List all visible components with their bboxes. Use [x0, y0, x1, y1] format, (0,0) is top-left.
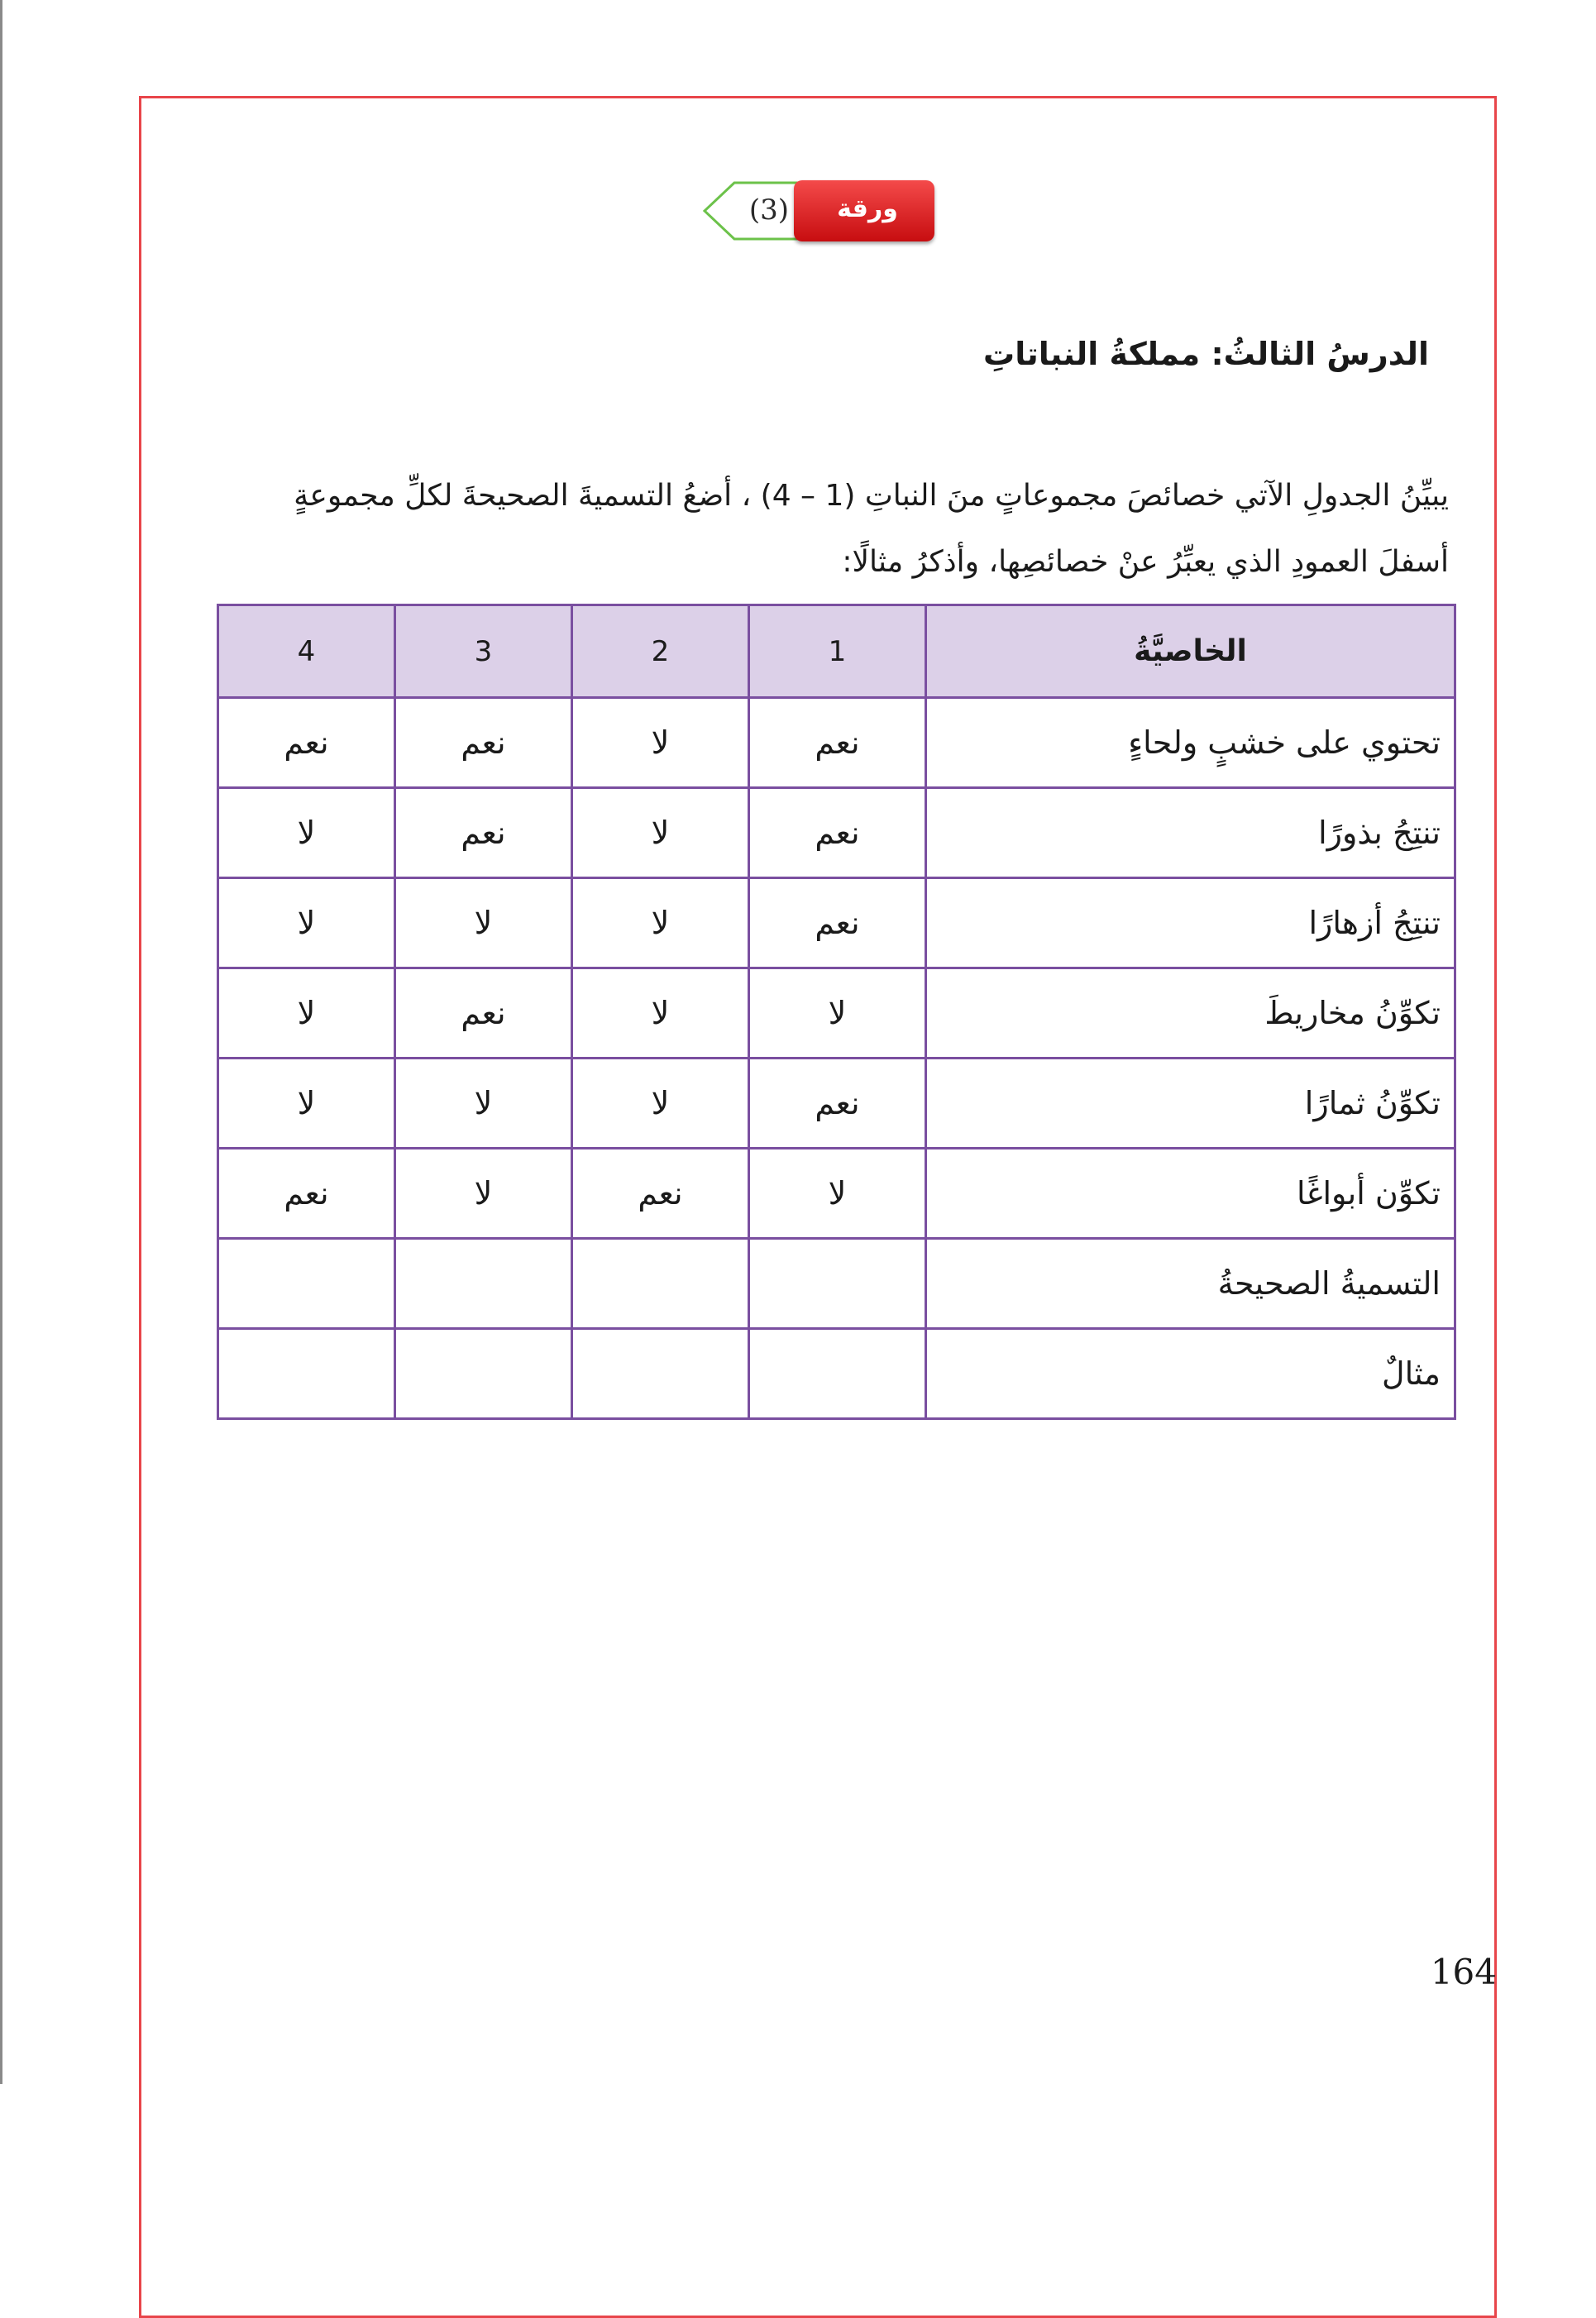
cell-group-3: لا: [395, 1149, 572, 1239]
cell-group-2: لا: [572, 968, 749, 1059]
header-group-3: 3: [395, 605, 572, 698]
answer-cell-group-4: [218, 1329, 395, 1419]
lesson-title: الدرسُ الثالثُ: مملكةُ النباتاتِ: [983, 336, 1429, 372]
row-property: التسميةُ الصحيحةُ: [926, 1239, 1455, 1329]
cell-group-2: لا: [572, 878, 749, 968]
table-row-correct-name: [218, 1239, 1455, 1329]
cell-group-3: نعم: [395, 968, 572, 1059]
answer-cell-group-2: [572, 1239, 749, 1329]
answer-cell-group-4: [218, 1239, 395, 1329]
cell-group-4: لا: [218, 788, 395, 878]
answer-cell-group-3: [395, 1239, 572, 1329]
cell-group-4: لا: [218, 968, 395, 1059]
table-row: [218, 878, 1455, 968]
table-row: [218, 1149, 1455, 1239]
table-row: [218, 1059, 1455, 1149]
row-property: مثالٌ: [926, 1329, 1455, 1419]
cell-group-2: نعم: [572, 1149, 749, 1239]
worksheet-number: (3): [748, 194, 790, 227]
cell-group-1: نعم: [749, 878, 926, 968]
worksheet-label: ورقة عمل: [837, 194, 898, 281]
instructions: [159, 463, 1449, 595]
row-property: تكوِّنُ ثمارًا: [926, 1059, 1455, 1149]
table-header-row: [218, 605, 1455, 698]
page-edge-rule: [0, 0, 2, 2084]
table-row-example: [218, 1329, 1455, 1419]
row-property: تكوِّن أبواغًا: [926, 1149, 1455, 1239]
cell-group-3: نعم: [395, 788, 572, 878]
cell-group-4: لا: [218, 878, 395, 968]
instructions-line-2: أسفلَ العمودِ الذي يعبِّرُ عنْ خصائصِها، وأذكرُ مثالًا:: [842, 545, 1449, 579]
table-row: [218, 968, 1455, 1059]
page-number: 164: [1430, 1952, 1497, 1992]
answer-cell-group-3: [395, 1329, 572, 1419]
cell-group-4: لا: [218, 1059, 395, 1149]
header-group-2: 2: [572, 605, 749, 698]
cell-group-3: لا: [395, 1059, 572, 1149]
cell-group-4: نعم: [218, 1149, 395, 1239]
cell-group-1: نعم: [749, 788, 926, 878]
instructions-line-1: يبيِّنُ الجدولِ الآتي خصائصَ مجموعاتٍ منَ النباتِ (1 – 4) ، أضعُ التسميةَ الصحيحةَ لكلِّ مجموعةٍ: [294, 479, 1449, 513]
cell-group-1: لا: [749, 1149, 926, 1239]
table-row: [218, 698, 1455, 788]
row-property: تنتِجُ أزهارًا: [926, 878, 1455, 968]
answer-cell-group-1: [749, 1329, 926, 1419]
cell-group-1: لا: [749, 968, 926, 1059]
cell-group-2: لا: [572, 698, 749, 788]
cell-group-4: نعم: [218, 698, 395, 788]
cell-group-2: لا: [572, 788, 749, 878]
cell-group-1: نعم: [749, 1059, 926, 1149]
header-property: الخاصيَّةُ: [926, 605, 1455, 698]
cell-group-1: نعم: [749, 698, 926, 788]
cell-group-3: لا: [395, 878, 572, 968]
answer-cell-group-2: [572, 1329, 749, 1419]
header-group-4: 4: [218, 605, 395, 698]
answer-cell-group-1: [749, 1239, 926, 1329]
cell-group-2: لا: [572, 1059, 749, 1149]
row-property: تحتوي على خشبٍ ولحاءٍ: [926, 698, 1455, 788]
row-property: تنتِجُ بذورًا: [926, 788, 1455, 878]
row-property: تكوِّنُ مخاريطَ: [926, 968, 1455, 1059]
worksheet-badge: [701, 180, 934, 281]
header-group-1: 1: [749, 605, 926, 698]
plant-properties-table: [217, 604, 1456, 1420]
cell-group-3: نعم: [395, 698, 572, 788]
table-row: [218, 788, 1455, 878]
